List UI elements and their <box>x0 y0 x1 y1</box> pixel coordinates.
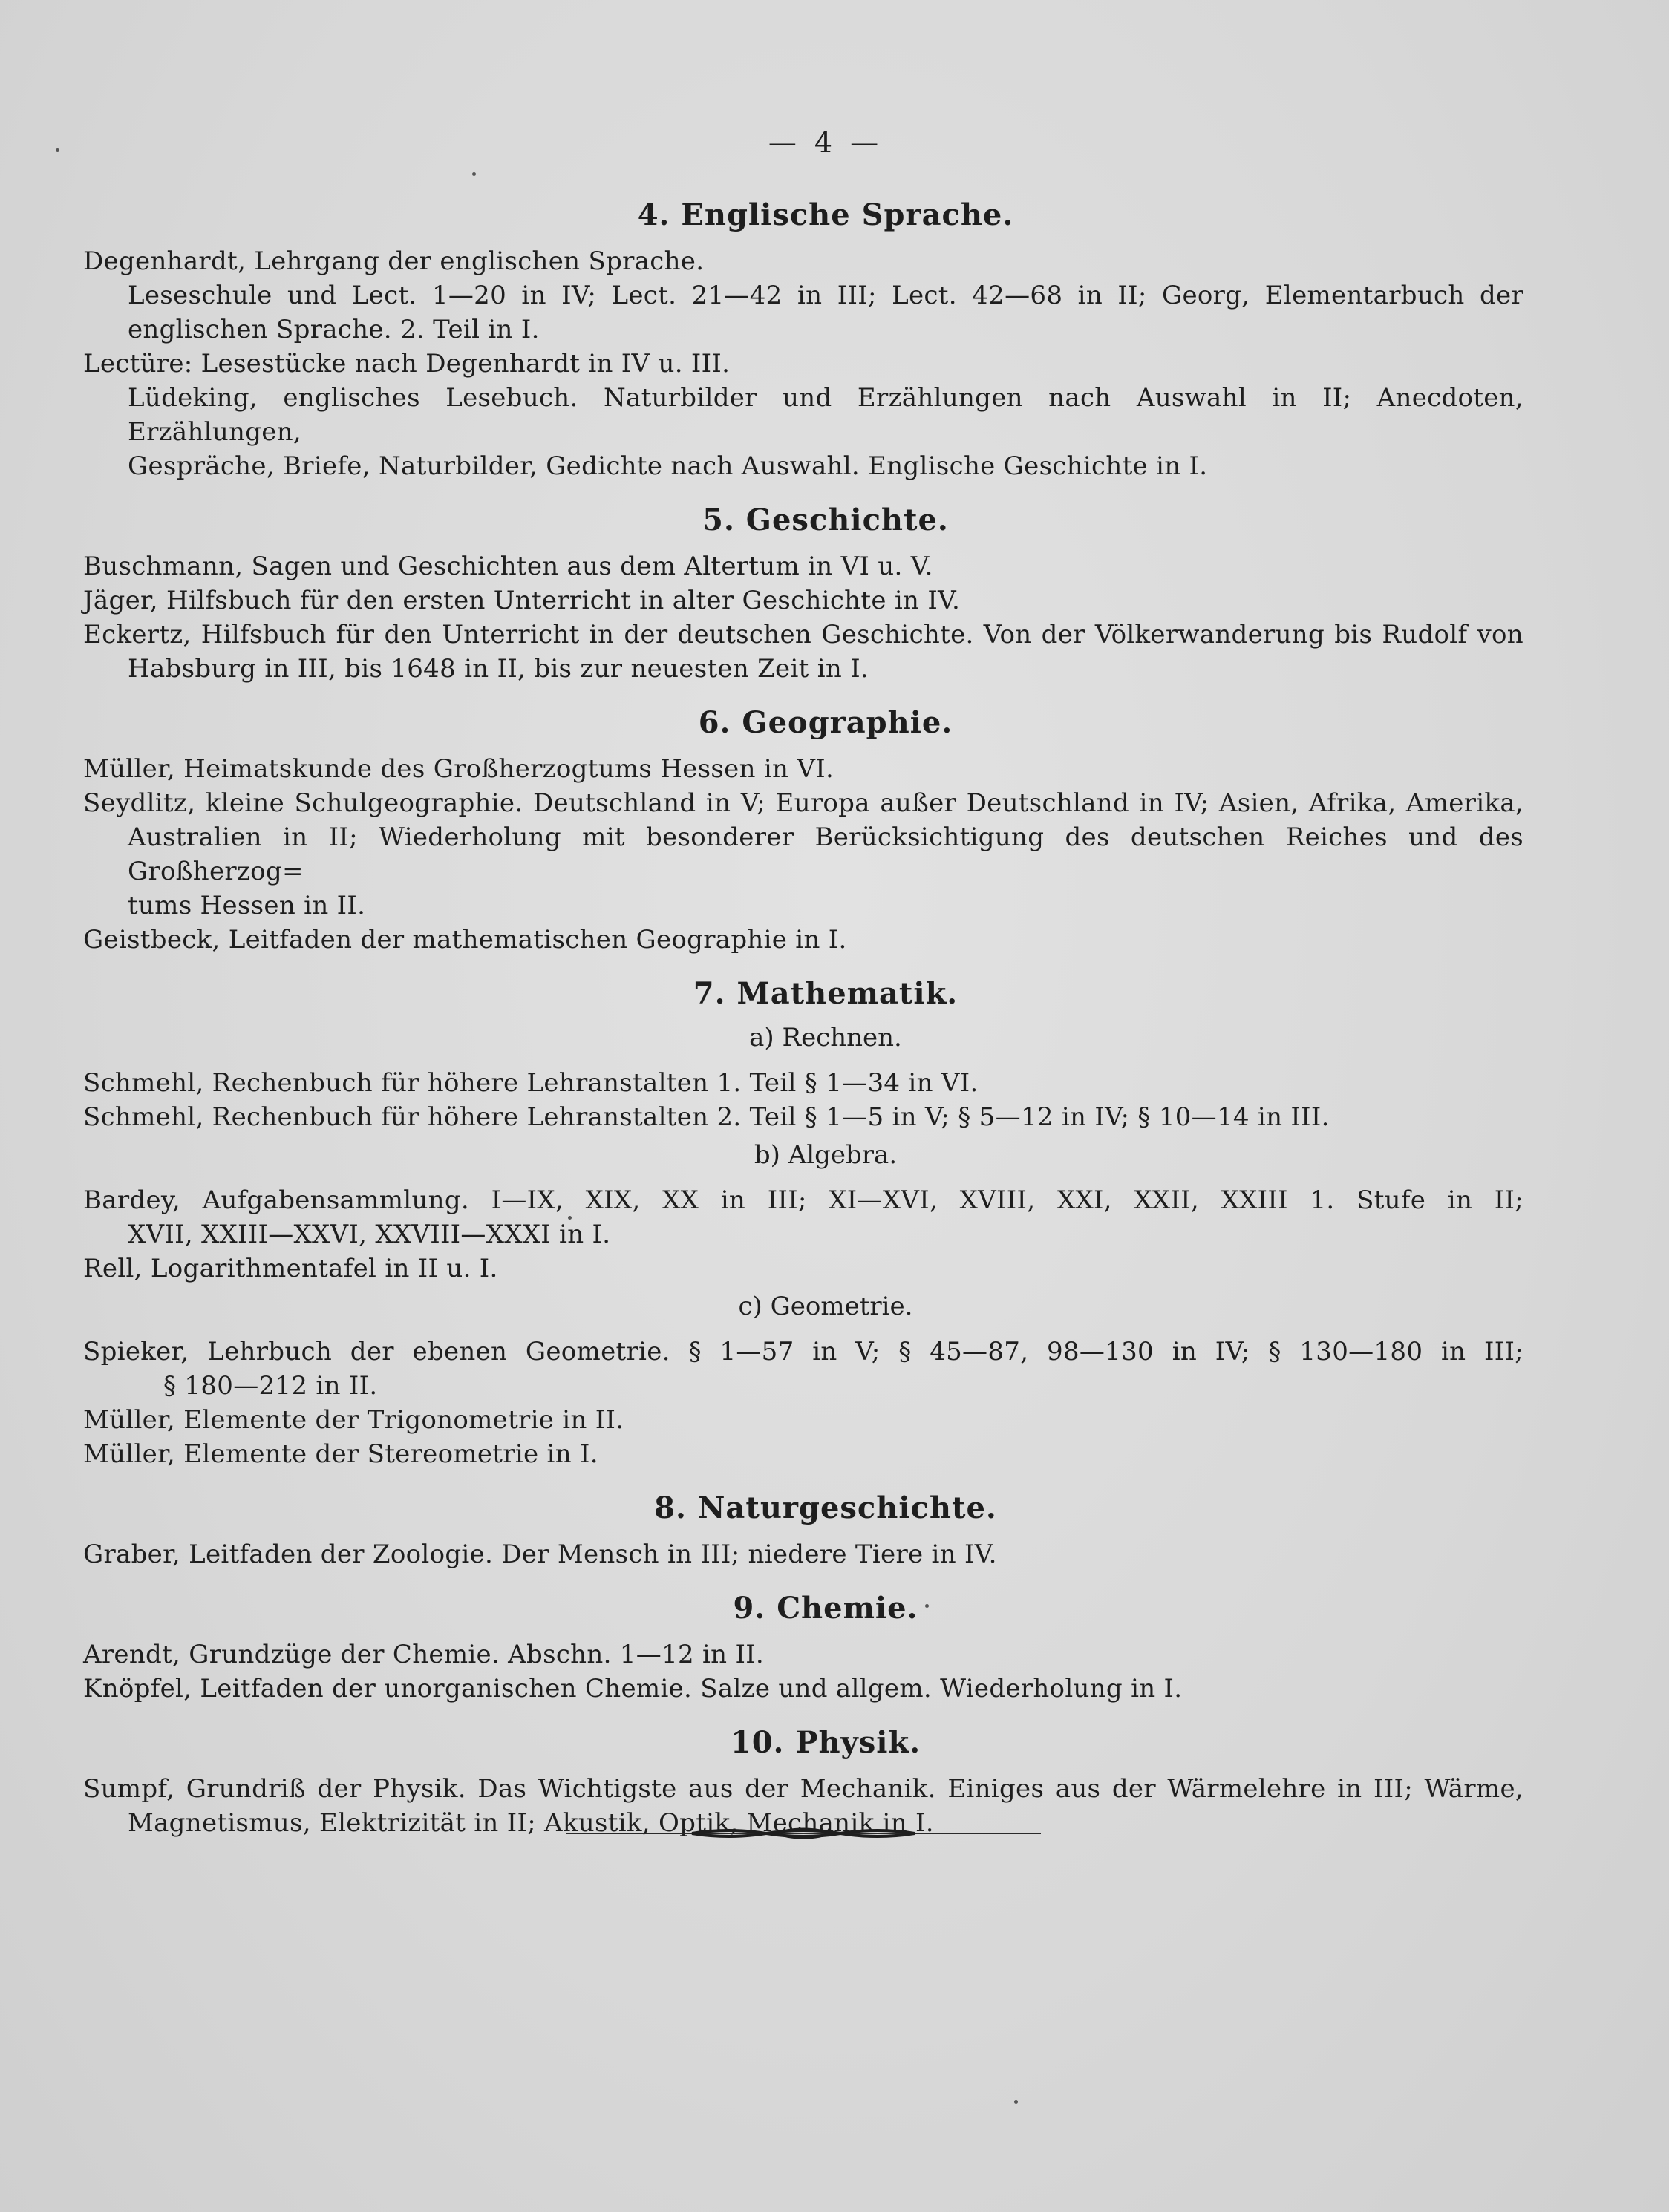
section-heading-history: 5. Geschichte. <box>702 503 949 537</box>
section-heading-mathematics: 7. Mathematik. <box>693 976 958 1011</box>
subheading-geometry: c) Geometrie. <box>738 1292 913 1321</box>
section-heading-geography: 6. Geographie. <box>698 705 953 740</box>
text-line: Seydlitz, kleine Schulgeographie. Deutschland in V; Europa außer Deutschland in IV; Asien, Afrika, Amerika, <box>83 788 1523 818</box>
section-geography <box>83 705 1523 957</box>
text-line: Jäger, Hilfsbuch für den ersten Unterricht in alter Geschichte in IV. <box>83 586 961 615</box>
text-line: Müller, Elemente der Trigonometrie in II. <box>83 1405 624 1435</box>
scan-speck <box>56 148 59 152</box>
text-line: Müller, Elemente der Stereometrie in I. <box>83 1439 598 1469</box>
section-english <box>83 197 1523 483</box>
section-heading-chemistry: 9. Chemie. <box>733 1591 918 1626</box>
text-line: Müller, Heimatskunde des Großherzogtums Hessen in VI. <box>83 754 834 784</box>
text-line: Buschmann, Sagen und Geschichten aus dem Altertum in VI u. V. <box>83 552 933 581</box>
section-heading-natural-history: 8. Naturgeschichte. <box>654 1491 997 1525</box>
scan-speck <box>1014 2100 1018 2104</box>
text-line: Lectüre: Lesestücke nach Degenhardt in IV u. III. <box>83 349 731 379</box>
text-line: Schmehl, Rechenbuch für höhere Lehranstalten 1. Teil § 1—34 in VI. <box>83 1068 979 1098</box>
section-heading-physics: 10. Physik. <box>730 1725 921 1760</box>
text-line: Knöpfel, Leitfaden der unorganischen Chemie. Salze und allgem. Wiederholung in I. <box>83 1674 1183 1704</box>
subheading-arithmetic: a) Rechnen. <box>749 1023 902 1053</box>
text-line: Eckertz, Hilfsbuch für den Unterricht in der deutschen Geschichte. Von der Völkerwanderung bis Rudolf von <box>83 620 1523 649</box>
text-line: Magnetismus, Elektrizität in II; Akustik, Optik, Mechanik in I. <box>128 1808 934 1838</box>
text-line: Sumpf, Grundriß der Physik. Das Wichtigste aus der Mechanik. Einiges aus der Wärmelehre in III; Wärme, <box>83 1774 1523 1804</box>
section-mathematics <box>83 976 1523 1471</box>
ornament-divider-icon <box>566 1827 1041 1839</box>
page-content <box>83 126 1523 1840</box>
section-natural-history <box>83 1491 1523 1571</box>
text-line: Habsburg in III, bis 1648 in II, bis zur neuesten Zeit in I. <box>128 654 869 684</box>
scan-speck <box>472 172 476 176</box>
page-number: — 4 — <box>768 126 884 159</box>
scan-speck <box>568 1216 572 1220</box>
section-history <box>83 503 1523 686</box>
text-line: Arendt, Grundzüge der Chemie. Abschn. 1—12 in II. <box>83 1640 765 1669</box>
section-physics <box>83 1725 1523 1840</box>
text-line: Graber, Leitfaden der Zoologie. Der Mensch in III; niedere Tiere in IV. <box>83 1539 997 1569</box>
text-line: XVII, XXIII—XXVI, XXVIII—XXXI in I. <box>128 1220 611 1249</box>
text-line: Schmehl, Rechenbuch für höhere Lehranstalten 2. Teil § 1—5 in V; § 5—12 in IV; § 10—14 in III. <box>83 1102 1330 1132</box>
text-line: Bardey, Aufgabensammlung. I—IX, XIX, XX in III; XI—XVI, XVIII, XXI, XXII, XXIII 1. Stufe in II; <box>83 1185 1523 1215</box>
text-line: Geistbeck, Leitfaden der mathematischen Geographie in I. <box>83 925 847 955</box>
text-line: § 180—212 in II. <box>163 1371 378 1401</box>
text-line: Leseschule und Lect. 1—20 in IV; Lect. 21—42 in III; Lect. 42—68 in II; Georg, Elementarbuch der <box>128 281 1523 310</box>
section-heading-english: 4. Englische Sprache. <box>637 197 1014 232</box>
text-line: Australien in II; Wiederholung mit besonderer Berücksichtigung des deutschen Reiches und des Großherzog= <box>128 822 1523 886</box>
text-line: Gespräche, Briefe, Naturbilder, Gedichte nach Auswahl. Englische Geschichte in I. <box>128 451 1208 481</box>
text-line: tums Hessen in II. <box>128 891 366 920</box>
text-line: Lüdeking, englisches Lesebuch. Naturbilder und Erzählungen nach Auswahl in II; Anecdoten, Erzählungen, <box>128 383 1523 447</box>
scan-speck <box>925 1604 929 1608</box>
text-line: Rell, Logarithmentafel in II u. I. <box>83 1254 498 1283</box>
section-chemistry <box>83 1591 1523 1706</box>
text-line: englischen Sprache. 2. Teil in I. <box>128 315 540 344</box>
subheading-algebra: b) Algebra. <box>754 1140 898 1170</box>
text-line: Degenhardt, Lehrgang der englischen Sprache. <box>83 246 705 276</box>
text-line: Spieker, Lehrbuch der ebenen Geometrie. § 1—57 in V; § 45—87, 98—130 in IV; § 130—180 in III; <box>83 1337 1523 1367</box>
